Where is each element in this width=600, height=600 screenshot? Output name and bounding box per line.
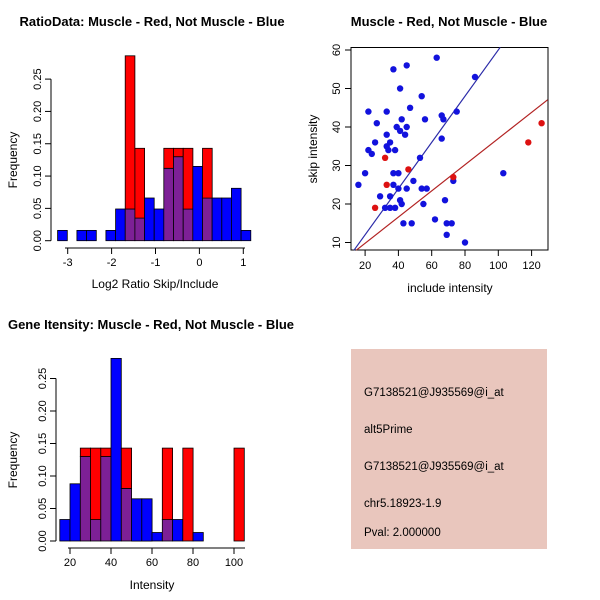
ratio-hist-xlabel: Log2 Ratio Skip/Include [91, 277, 219, 291]
scatter-point-muscle [450, 174, 456, 180]
x-tick-label: -3 [62, 257, 73, 269]
scatter-point-not-muscle [387, 193, 393, 199]
histogram-bar-overlap [125, 209, 135, 241]
y-tick-label: 10 [331, 236, 343, 249]
histogram-bar-overlap [162, 520, 172, 542]
ratio-hist-title: RatioData: Muscle - Red, Not Muscle - Blue [19, 14, 285, 29]
x-tick-label: 60 [425, 260, 438, 272]
histogram-bar-overlap [183, 209, 193, 241]
x-tick-label: 40 [104, 557, 118, 569]
probe-id-line: G7138521@J935569@i_at [364, 387, 504, 399]
y-tick-label: 0.10 [32, 165, 44, 187]
scatter-point-not-muscle [444, 232, 450, 238]
scatter-point-not-muscle [449, 220, 455, 226]
scatter-point-not-muscle [442, 197, 448, 203]
scatter-point-not-muscle [424, 185, 430, 191]
y-tick-label: 40 [331, 120, 343, 134]
y-tick-label: 50 [331, 82, 343, 95]
scatter-point-muscle [538, 120, 544, 126]
histogram-bar-overlap [135, 218, 145, 241]
scatter-point-not-muscle [472, 74, 478, 80]
scatter-point-not-muscle [410, 178, 416, 184]
gene-hist-xlabel: Intensity [129, 578, 175, 592]
histogram-bar-overlap [121, 488, 131, 541]
histogram-bar-overlap [164, 168, 174, 240]
scatter-point-not-muscle [432, 216, 438, 222]
y-tick-label: 0.10 [37, 465, 49, 487]
scatter-point-not-muscle [384, 132, 390, 138]
histogram-bar-not-muscle [241, 230, 251, 240]
y-tick-label: 20 [331, 197, 343, 211]
fit-line-not-muscle-fit [354, 47, 500, 250]
panel-gene-histogram [6, 317, 294, 592]
gene-hist-plot-area [37, 358, 245, 569]
histogram-bar-muscle [234, 448, 244, 541]
scatter-point-not-muscle [399, 116, 405, 122]
scatter-title: Muscle - Red, Not Muscle - Blue [350, 14, 548, 29]
scatter-point-not-muscle [420, 201, 426, 207]
y-tick-label: 0.00 [37, 530, 49, 552]
scatter-point-not-muscle [417, 155, 423, 161]
chromosome-location-line: chr5.18923-1.9 [364, 498, 442, 510]
y-tick-label: 0.05 [32, 197, 44, 220]
histogram-bar-overlap [203, 198, 213, 241]
scatter-xlabel: include intensity [407, 281, 493, 295]
scatter-point-muscle [382, 155, 388, 161]
scatter-point-not-muscle [419, 93, 425, 99]
scatter-point-muscle [525, 139, 531, 145]
scatter-point-not-muscle [440, 116, 446, 122]
histogram-bar-not-muscle [193, 166, 203, 240]
y-tick-label: 0.05 [37, 497, 49, 520]
scatter-point-not-muscle [395, 185, 401, 191]
histogram-bar-not-muscle [116, 209, 126, 241]
y-tick-label: 60 [331, 43, 343, 57]
histogram-bar-muscle [174, 148, 184, 156]
histogram-bar-muscle [125, 56, 135, 209]
histogram-bar-not-muscle [193, 533, 203, 542]
histogram-bar-overlap [174, 157, 184, 241]
gene-hist-ylabel: Frequency [6, 431, 20, 489]
scatter-point-not-muscle [434, 55, 440, 61]
x-tick-label: 100 [224, 557, 244, 569]
x-tick-label: 20 [358, 260, 372, 272]
histogram-bar-not-muscle [77, 230, 87, 240]
y-tick-label: 0.00 [32, 229, 44, 252]
x-tick-label: 0 [196, 257, 203, 269]
histogram-bar-not-muscle [231, 188, 241, 240]
histogram-bar-muscle [203, 148, 213, 198]
scatter-point-not-muscle [392, 147, 398, 153]
scatter-point-not-muscle [454, 108, 460, 114]
scatter-point-not-muscle [404, 124, 410, 130]
histogram-bar-not-muscle [173, 520, 183, 542]
scatter-point-not-muscle [397, 85, 403, 91]
histogram-bar-not-muscle [132, 499, 142, 541]
scatter-plot-area [331, 44, 548, 272]
x-tick-label: 60 [145, 557, 159, 569]
gene-hist-title: Gene Itensity: Muscle - Red, Not Muscle - Blue [7, 317, 295, 332]
scatter-point-not-muscle [404, 62, 410, 68]
scatter-point-not-muscle [462, 239, 468, 245]
histogram-bar-overlap [91, 520, 101, 542]
histogram-bar-not-muscle [106, 230, 116, 240]
histogram-bar-muscle [162, 448, 172, 519]
histogram-bar-muscle [164, 148, 174, 168]
plot-box [351, 48, 548, 251]
y-tick-label: 0.15 [37, 432, 49, 455]
scatter-point-not-muscle [377, 193, 383, 199]
histogram-bar-overlap [80, 457, 90, 542]
scatter-point-not-muscle [385, 147, 391, 153]
y-tick-label: 0.25 [32, 68, 44, 90]
scatter-point-not-muscle [404, 185, 410, 191]
histogram-bar-muscle [121, 448, 131, 488]
y-tick-label: 0.15 [32, 133, 44, 155]
histogram-bar-not-muscle [70, 484, 80, 541]
scatter-point-muscle [384, 182, 390, 188]
histogram-bar-muscle [183, 148, 193, 209]
scatter-point-not-muscle [369, 151, 375, 157]
panel-ratio-histogram [6, 14, 285, 291]
histogram-bar-overlap [101, 457, 111, 542]
scatter-point-not-muscle [372, 139, 378, 145]
scatter-point-not-muscle [400, 220, 406, 226]
y-tick-label: 0.25 [37, 367, 49, 390]
x-tick-label: 40 [392, 260, 405, 272]
x-tick-label: 1 [240, 257, 247, 269]
y-tick-label: 30 [331, 159, 343, 172]
scatter-ylabel: skip intensity [306, 114, 320, 184]
histogram-bar-muscle [80, 448, 90, 456]
scatter-point-not-muscle [439, 135, 445, 141]
ratio-hist-plot-area [32, 56, 251, 269]
histogram-bar-muscle [91, 448, 101, 519]
info-panel-background [351, 349, 547, 549]
x-tick-label: 80 [186, 557, 200, 569]
scatter-point-not-muscle [402, 132, 408, 138]
panel-gene-info [351, 349, 547, 549]
scatter-point-not-muscle [399, 201, 405, 207]
histogram-bar-not-muscle [58, 230, 68, 240]
y-tick-label: 0.20 [32, 100, 44, 123]
scatter-point-not-muscle [500, 170, 506, 176]
x-tick-label: 120 [522, 260, 541, 272]
splice-type-line: alt5Prime [364, 424, 413, 436]
histogram-bar-not-muscle [145, 198, 155, 241]
histogram-bar-not-muscle [154, 209, 164, 241]
scatter-point-not-muscle [355, 182, 361, 188]
scatter-point-not-muscle [422, 116, 428, 122]
x-tick-label: 20 [63, 557, 77, 569]
histogram-bar-muscle [183, 448, 193, 541]
scatter-point-not-muscle [384, 108, 390, 114]
histogram-bar-not-muscle [152, 533, 162, 542]
histogram-bar-not-muscle [60, 520, 70, 542]
scatter-point-not-muscle [392, 205, 398, 211]
scatter-point-not-muscle [365, 108, 371, 114]
scatter-point-not-muscle [409, 220, 415, 226]
scatter-point-not-muscle [390, 66, 396, 72]
histogram-bar-not-muscle [111, 358, 121, 541]
scatter-point-not-muscle [407, 105, 413, 111]
scatter-point-not-muscle [362, 170, 368, 176]
histogram-bar-not-muscle [142, 499, 152, 541]
x-tick-label: 100 [489, 260, 508, 272]
pval-line: Pval: 2.000000 [364, 527, 441, 539]
scatter-point-not-muscle [374, 120, 380, 126]
scatter-point-not-muscle [395, 170, 401, 176]
histogram-bar-not-muscle [222, 198, 232, 241]
x-tick-label: -1 [150, 257, 161, 269]
scatter-point-muscle [405, 166, 411, 172]
histogram-bar-muscle [135, 148, 145, 218]
x-tick-label: -2 [106, 257, 117, 269]
probe-id-line-2: G7138521@J935569@i_at [364, 461, 504, 473]
ratio-hist-ylabel: Frequency [6, 131, 20, 189]
histogram-bar-not-muscle [87, 230, 97, 240]
histogram-bar-not-muscle [212, 198, 222, 241]
panel-intensity-scatter [306, 14, 548, 295]
scatter-point-muscle [372, 205, 378, 211]
y-tick-label: 0.20 [37, 400, 49, 422]
x-tick-label: 80 [458, 260, 472, 272]
histogram-bar-muscle [101, 448, 111, 456]
